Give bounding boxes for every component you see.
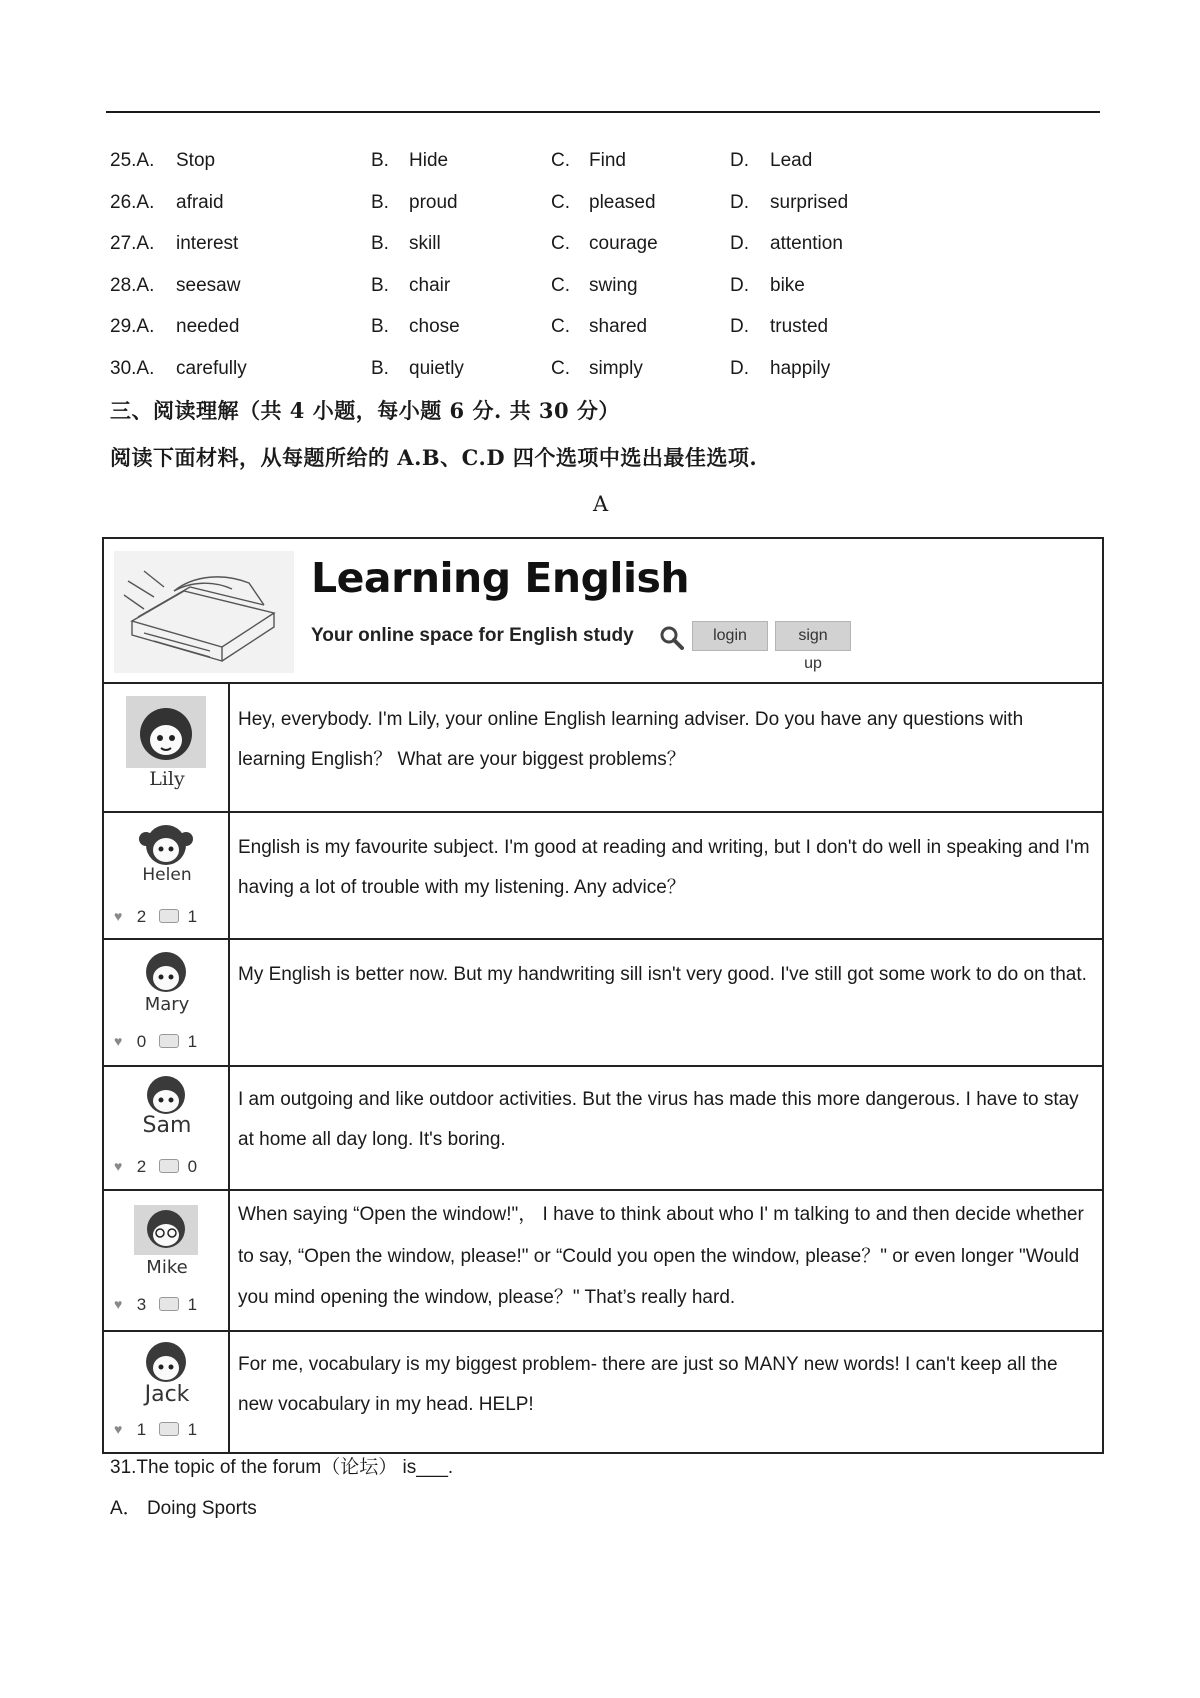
likes-count: 1 (136, 1420, 147, 1439)
option-b: chair (409, 274, 451, 296)
forum-table (102, 537, 1104, 1454)
answer-options-table (110, 142, 1100, 391)
question-number: 26.A. (110, 191, 155, 213)
option-b: Hide (409, 150, 449, 171)
option-a: interest (176, 233, 239, 254)
username: Helen (142, 865, 192, 885)
post-stats (114, 907, 224, 927)
option-c: simply (589, 357, 643, 379)
option-b: chose (409, 316, 460, 337)
comments-count: 1 (187, 1295, 198, 1314)
search-icon[interactable] (659, 625, 685, 651)
post-text: When saying “Open the window!"， I have to think about who I' m talking to and then decide whether to say, “Open the window, please!" or “Could you open the window, please？" or even longer "Would you mind opening the window, please？" That’s really hard. (238, 1204, 1084, 1308)
option-a: Stop (176, 150, 216, 171)
section-heading: 三、阅读理解（共 4 小题，每小题 6 分. 共 30 分） (110, 398, 620, 423)
option-c: pleased (589, 191, 656, 213)
site-subtitle: Your online space for English study (311, 625, 634, 646)
username: Mike (146, 1257, 188, 1278)
option-b-label: B. (371, 316, 389, 337)
option-b-label: B. (371, 150, 389, 171)
post-text: I am outgoing and like outdoor activities. But the virus has made this more dangerous. I have to stay at home all day long. It's boring. (238, 1089, 1079, 1150)
option-d: bike (770, 274, 805, 296)
comment-icon[interactable] (159, 1422, 179, 1436)
post-stats (114, 1420, 224, 1440)
forum-post (104, 1067, 1102, 1191)
username: Sam (142, 1113, 192, 1138)
option-a: afraid (176, 191, 224, 213)
option-d: attention (770, 233, 843, 254)
sign-up-button[interactable]: sign up (775, 621, 851, 651)
option-c-label: C. (551, 150, 570, 171)
option-c-label: C. (551, 191, 570, 213)
comments-count: 0 (187, 1157, 198, 1176)
post-text: For me, vocabulary is my biggest problem- there are just so MANY new words! I can't keep all the new vocabulary in my head. HELP! (238, 1354, 1058, 1415)
option-d: Lead (770, 150, 813, 171)
option-c: swing (589, 274, 638, 296)
avatar (126, 823, 206, 867)
post-text: English is my favourite subject. I'm good at reading and writing, but I don't do well in speaking and I'm having a lot of trouble with my listening. Any advice？ (238, 837, 1090, 898)
site-title: Learning English (311, 554, 690, 602)
login-button[interactable]: login (692, 621, 768, 651)
comments-count: 1 (187, 907, 198, 926)
option-c-label: C. (551, 233, 570, 254)
option-a: needed (176, 316, 240, 337)
option-row (110, 267, 1100, 309)
likes-count: 2 (136, 907, 147, 926)
option-b-label: B. (371, 233, 389, 254)
question-number: 30.A. (110, 357, 155, 379)
option-d: surprised (770, 191, 849, 213)
post-stats (114, 1032, 224, 1052)
user-cell (104, 813, 230, 938)
forum-header (104, 539, 1102, 684)
likes-count: 2 (136, 1157, 147, 1176)
option-c-label: C. (551, 316, 570, 337)
option-d-label: D. (730, 191, 749, 213)
option-row (110, 184, 1100, 226)
option-d-label: D. (730, 316, 749, 337)
user-cell (104, 1067, 230, 1189)
likes-count: 3 (136, 1295, 147, 1314)
passage-label: A (593, 492, 609, 516)
option-c: courage (589, 233, 658, 254)
heart-icon[interactable]: ♥ (114, 1033, 123, 1049)
username: Jack (144, 1382, 190, 1407)
option-b: quietly (409, 357, 464, 379)
option-d-label: D. (730, 150, 749, 171)
option-a: carefully (176, 357, 247, 379)
option-d-label: D. (730, 233, 749, 254)
heart-icon[interactable]: ♥ (114, 1158, 123, 1174)
question-31: 31.The topic of the forum（论坛） is___. (110, 1457, 454, 1478)
option-c-label: C. (551, 357, 570, 379)
instruction-text: 阅读下面材料，从每题所给的 A.B、C.D 四个选项中选出最佳选项. (110, 445, 758, 470)
post-text: Hey, everybody. I'm Lily, your online English learning adviser. Do you have any questions with learning English？ What are your biggest problems？ (238, 709, 1024, 770)
forum-post (104, 684, 1102, 813)
user-cell (104, 940, 230, 1065)
option-d-label: D. (730, 357, 749, 379)
comments-count: 1 (187, 1032, 198, 1051)
post-stats (114, 1295, 224, 1315)
post-text: My English is better now. But my handwriting sill isn't very good. I've still got some work to do on that. (238, 964, 1087, 985)
username: Lily (149, 768, 185, 790)
username: Mary (144, 994, 190, 1015)
heart-icon[interactable]: ♥ (114, 908, 123, 924)
header-rule (106, 111, 1100, 113)
comments-count: 1 (187, 1420, 198, 1439)
avatar (126, 696, 206, 768)
option-b-label: B. (371, 357, 389, 379)
option-b: proud (409, 191, 458, 213)
comment-icon[interactable] (159, 1297, 179, 1311)
option-b-label: B. (371, 274, 389, 296)
question-number: 29.A. (110, 316, 155, 337)
option-c-label: C. (551, 274, 570, 296)
comment-icon[interactable] (159, 1159, 179, 1173)
question-number: 25.A. (110, 150, 155, 171)
user-cell (104, 1191, 230, 1330)
comment-icon[interactable] (159, 1034, 179, 1048)
option-row (110, 308, 1100, 350)
avatar (126, 1205, 206, 1255)
books-icon (114, 551, 294, 673)
question-number: 28.A. (110, 274, 155, 296)
avatar (126, 1340, 206, 1386)
option-d: happily (770, 357, 831, 379)
option-a: seesaw (176, 274, 241, 296)
likes-count: 0 (136, 1032, 147, 1051)
option-b-label: B. (371, 191, 389, 213)
answer-option-a: A． Doing Sports (110, 1498, 257, 1519)
comment-icon[interactable] (159, 909, 179, 923)
option-d-label: D. (730, 274, 749, 296)
option-row (110, 350, 1100, 392)
heart-icon[interactable]: ♥ (114, 1296, 123, 1312)
option-b: skill (409, 233, 441, 254)
forum-post (104, 940, 1102, 1067)
post-stats (114, 1157, 224, 1177)
option-c: shared (589, 316, 648, 337)
heart-icon[interactable]: ♥ (114, 1421, 123, 1437)
forum-post (104, 813, 1102, 940)
user-cell (104, 684, 230, 811)
forum-post (104, 1332, 1102, 1452)
question-number: 27.A. (110, 233, 155, 254)
avatar (126, 950, 206, 996)
user-cell (104, 1332, 230, 1452)
option-c: Find (589, 150, 626, 171)
avatar (126, 1075, 206, 1117)
forum-post (104, 1191, 1102, 1332)
option-row (110, 225, 1100, 267)
option-row (110, 142, 1100, 184)
option-d: trusted (770, 316, 829, 337)
